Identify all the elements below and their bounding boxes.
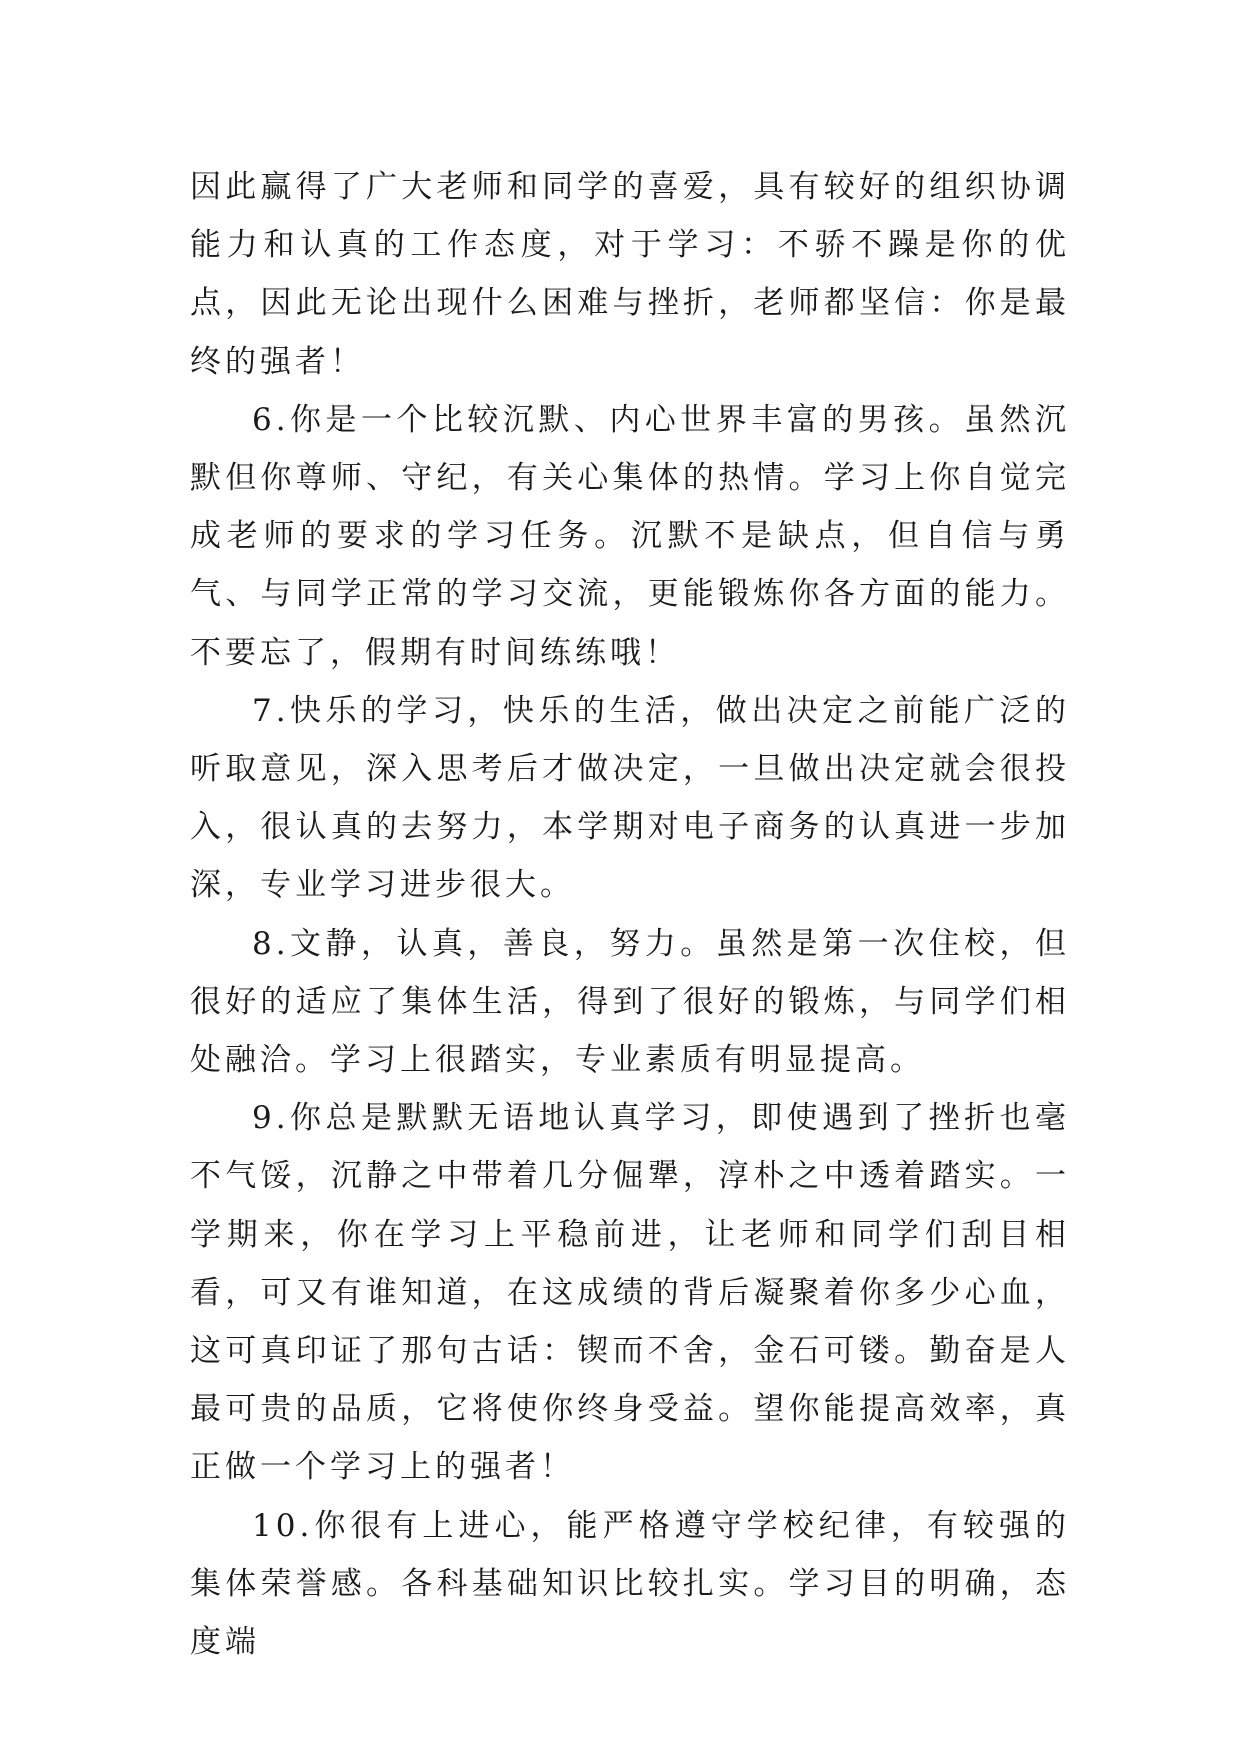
paragraph-item-9: 9.你总是默默无语地认真学习，即使遇到了挫折也毫不气馁，沉静之中带着几分倔犟，淳朴之中透着踏实。一学期来，你在学习上平稳前进，让老师和同学们刮目相看，可又有谁知道，在这成绩的背后凝聚着你多少心血，这可真印证了那句古话：锲而不舍，金石可镂。勤奋是人最可贵的品质，它将使你终身受益。望你能提高效率，真正做一个学习上的强者！ [190, 1100, 1070, 1486]
document-body [190, 158, 1070, 1671]
paragraph-item-10: 10.你很有上进心，能严格遵守学校纪律，有较强的集体荣誉感。各科基础知识比较扎实。学习目的明确，态度端 [190, 1507, 1070, 1661]
paragraph-item-6: 6.你是一个比较沉默、内心世界丰富的男孩。虽然沉默但你尊师、守纪，有关心集体的热情。学习上你自觉完成老师的要求的学习任务。沉默不是缺点，但自信与勇气、与同学正常的学习交流，更能锻炼你各方面的能力。不要忘了，假期有时间练练哦！ [190, 401, 1070, 671]
paragraph-item-7: 7.快乐的学习，快乐的生活，做出决定之前能广泛的听取意见，深入思考后才做决定，一旦做出决定就会很投入，很认真的去努力，本学期对电子商务的认真进一步加深，专业学习进步很大。 [190, 692, 1070, 904]
paragraph-item-8: 8.文静，认真，善良，努力。虽然是第一次住校，但很好的适应了集体生活，得到了很好的锻炼，与同学们相处融洽。学习上很踏实，专业素质有明显提高。 [190, 925, 1070, 1079]
paragraph-continuation: 因此赢得了广大老师和同学的喜爱，具有较好的组织协调能力和认真的工作态度，对于学习：不骄不躁是你的优点，因此无论出现什么困难与挫折，老师都坚信：你是最终的强者！ [190, 169, 1070, 380]
